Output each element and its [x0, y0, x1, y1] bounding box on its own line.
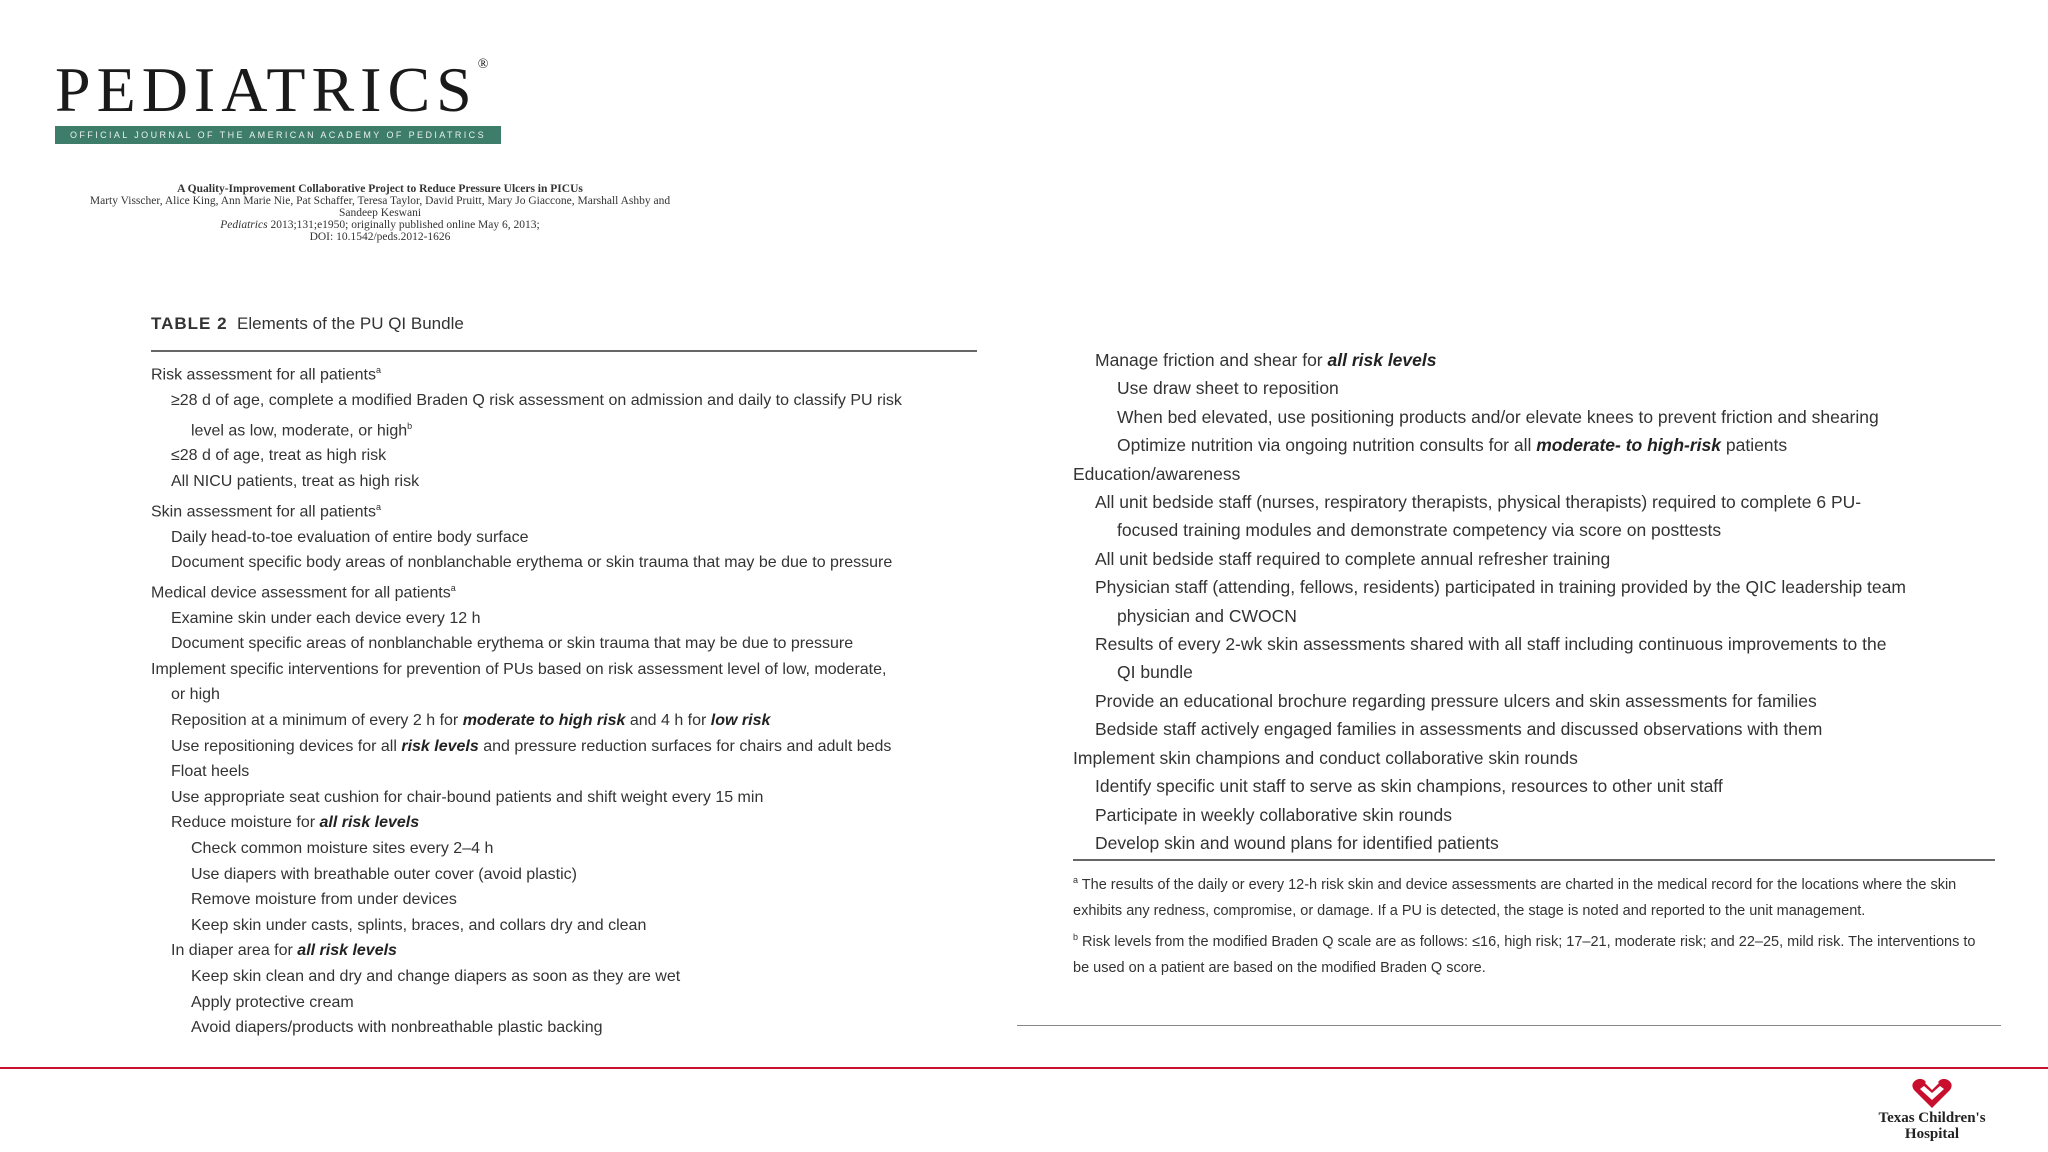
- table-row: [151, 576, 981, 606]
- table-row: [151, 990, 981, 1016]
- row-emphasis: all risk levels: [297, 942, 397, 960]
- tch-name: Texas Children's Hospital: [1878, 1110, 1986, 1142]
- footnote-text: The results of the daily or every 12-h risk skin and device assessments are charted in the medical record for the locations where the skin exhibits any redness, compromise, or damage. If a PU is detected, the stage is noted and reported to the unit management.: [1073, 876, 1957, 919]
- table-footnotes: [1073, 867, 1995, 981]
- footnote: [1073, 924, 1995, 981]
- footnote-rule: [1073, 859, 1995, 861]
- article-title: A Quality-Improvement Collaborative Project to Reduce Pressure Ulcers in PICUs: [177, 183, 583, 195]
- row-emphasis: risk levels: [401, 737, 479, 755]
- row-text: Participate in weekly collaborative skin rounds: [1095, 804, 1452, 825]
- row-text: Use draw sheet to reposition: [1117, 378, 1339, 399]
- table-row: [1073, 545, 2003, 573]
- table-caption-label: TABLE 2: [151, 314, 228, 333]
- tch-logo: [1872, 1072, 1992, 1152]
- footnote-text: Risk levels from the modified Braden Q scale are as follows: ≤16, high risk; 17–21, moderate risk; and 22–25, mild risk. The interventions to be used on a patient are based on the modified Braden Q score.: [1073, 933, 1976, 976]
- table-row: [1073, 516, 2003, 544]
- table-row: [151, 631, 981, 657]
- row-text: When bed elevated, use positioning products and/or elevate knees to prevent friction and shearing: [1117, 406, 1879, 427]
- table-row: [151, 913, 981, 939]
- row-text: or high: [171, 686, 220, 704]
- table-row: [151, 443, 981, 469]
- table-row: [151, 414, 981, 444]
- footnote-marker: b: [407, 420, 413, 431]
- table-left-column: [151, 358, 981, 1041]
- footnote-marker: a: [450, 582, 456, 593]
- row-text: Skin assessment for all patients: [151, 502, 376, 520]
- footnote-marker: b: [1073, 931, 1079, 942]
- row-text: In diaper area for: [171, 942, 298, 960]
- table-bottom-rule: [1017, 1025, 2001, 1026]
- row-emphasis: low risk: [710, 712, 771, 730]
- table-row: [151, 469, 981, 495]
- article-doi: DOI: 10.1542/peds.2012-1626: [309, 231, 451, 243]
- footnote-marker: a: [1073, 875, 1079, 885]
- footnote-marker: a: [375, 365, 381, 375]
- row-text: Develop skin and wound plans for identified patients: [1095, 832, 1499, 853]
- row-text: level as low, moderate, or high: [191, 421, 408, 439]
- row-text: Keep skin under casts, splints, braces, and collars dry and clean: [191, 916, 647, 934]
- table-row: [151, 682, 981, 708]
- row-text: All unit bedside staff (nurses, respiratory therapists, physical therapists) required to complete 6 PU-: [1095, 492, 1862, 513]
- table-row: [151, 887, 981, 913]
- journal-logo-tagline: OFFICIAL JOURNAL OF THE AMERICAN ACADEMY OF PEDIATRICS: [55, 126, 501, 144]
- table-row: [1073, 431, 2003, 459]
- table-row: [151, 759, 981, 785]
- row-text: and 4 h for: [625, 712, 711, 730]
- row-text: Optimize nutrition via ongoing nutrition consults for all: [1117, 435, 1537, 456]
- footer-divider: [0, 1067, 2048, 1069]
- row-text: Manage friction and shear for: [1095, 350, 1328, 370]
- row-text: Use appropriate seat cushion for chair-bound patients and shift weight every 15 min: [171, 788, 764, 806]
- row-text: ≥28 d of age, complete a modified Braden Q risk assessment on admission and daily to classify PU risk: [171, 391, 902, 409]
- row-text: patients: [1721, 435, 1788, 456]
- row-text: Check common moisture sites every 2–4 h: [191, 840, 494, 857]
- table-row: [1073, 772, 2003, 800]
- row-emphasis: all risk levels: [1327, 350, 1437, 370]
- table-row: [1073, 573, 2003, 601]
- row-text: Remove moisture from under devices: [191, 891, 457, 909]
- row-text: Document specific body areas of nonblanchable erythema or skin trauma that may be due to pressure: [171, 554, 893, 572]
- table-row: [151, 836, 981, 862]
- table-row: [151, 358, 981, 388]
- row-text: Daily head-to-toe evaluation of entire body surface: [171, 528, 529, 546]
- table-row: [1073, 403, 2003, 431]
- article-citation: [80, 183, 680, 243]
- table-row: [151, 810, 981, 836]
- table-row: [151, 525, 981, 551]
- article-reference: Pediatrics 2013;131;e1950; originally published online May 6, 2013;: [220, 219, 540, 231]
- table-top-rule: [151, 350, 977, 352]
- row-text: and pressure reduction surfaces for chairs and adult beds: [478, 737, 892, 755]
- journal-logo-wordmark: PEDIATRICS®: [55, 54, 489, 125]
- row-text: Physician staff (attending, fellows, residents) participated in training provided by the QIC leadership team: [1095, 577, 1906, 598]
- row-text: QI bundle: [1117, 662, 1193, 683]
- row-text: Keep skin clean and dry and change diapers as soon as they are wet: [191, 967, 681, 985]
- table-row: [151, 1015, 981, 1041]
- row-text: Results of every 2-wk skin assessments shared with all staff including continuous improvements to the: [1095, 634, 1887, 655]
- table-row: [1073, 488, 2003, 516]
- row-text: Reposition at a minimum of every 2 h for: [171, 712, 463, 730]
- row-text: Float heels: [171, 763, 250, 781]
- table-row: [1073, 374, 2003, 402]
- table-row: [1073, 715, 2003, 743]
- row-text: Examine skin under each device every 12 h: [171, 609, 481, 627]
- row-text: Implement specific interventions for prevention of PUs based on risk assessment level of low, moderate,: [151, 660, 887, 678]
- row-text: physician and CWOCN: [1117, 605, 1297, 626]
- table-row: [151, 550, 981, 576]
- table-caption: [151, 314, 464, 334]
- table-row: [1073, 630, 2003, 658]
- row-text: Bedside staff actively engaged families in assessments and discussed observations with them: [1095, 719, 1823, 740]
- table-row: [151, 862, 981, 888]
- footnote-marker: a: [376, 501, 382, 512]
- table-row: [151, 388, 981, 414]
- table-row: [1073, 602, 2003, 630]
- table-row: [151, 938, 981, 964]
- row-emphasis: moderate- to high-risk: [1536, 435, 1721, 456]
- table-row: [151, 964, 981, 990]
- row-text: All NICU patients, treat as high risk: [171, 473, 420, 491]
- table-row: [1073, 687, 2003, 715]
- tch-heart-icon: [1910, 1072, 1954, 1110]
- table-row: [151, 734, 981, 760]
- row-text: Provide an educational brochure regarding pressure ulcers and skin assessments for families: [1095, 690, 1817, 711]
- row-text: Reduce moisture for: [171, 814, 320, 832]
- table-row: [151, 606, 981, 632]
- table-row: [1073, 829, 2003, 857]
- row-text: Avoid diapers/products with nonbreathable plastic backing: [191, 1019, 603, 1037]
- row-text: focused training modules and demonstrate competency via score on posttests: [1117, 520, 1722, 541]
- table-right-column: [1073, 346, 2003, 857]
- table-row: [151, 495, 981, 525]
- row-text: Document specific areas of nonblanchable erythema or skin trauma that may be due to pressure: [171, 635, 854, 653]
- article-authors: Marty Visscher, Alice King, Ann Marie Nie, Pat Schaffer, Teresa Taylor, David Pruitt, Mary Jo Giaccone, Marshall Ashby and Sandeep Keswani: [89, 195, 671, 219]
- row-text: Use diapers with breathable outer cover (avoid plastic): [191, 865, 577, 883]
- row-text: Identify specific unit staff to serve as skin champions, resources to other unit staff: [1095, 776, 1723, 797]
- table-caption-title: Elements of the PU QI Bundle: [237, 314, 464, 333]
- row-emphasis: all risk levels: [319, 814, 420, 832]
- table-row: [1073, 346, 2003, 374]
- table-row: [151, 657, 981, 683]
- row-text: ≤28 d of age, treat as high risk: [171, 447, 387, 465]
- row-text: Implement skin champions and conduct collaborative skin rounds: [1073, 747, 1578, 768]
- table-row: [1073, 744, 2003, 772]
- footnote: [1073, 867, 1995, 924]
- table-row: [151, 785, 981, 811]
- row-text: Use repositioning devices for all: [171, 737, 402, 755]
- table-row: [1073, 658, 2003, 686]
- table-row: [1073, 460, 2003, 488]
- table-row: [1073, 801, 2003, 829]
- row-text: Medical device assessment for all patients: [151, 584, 451, 602]
- row-text: Risk assessment for all patients: [151, 366, 376, 384]
- table-row: [151, 708, 981, 734]
- row-text: Education/awareness: [1073, 463, 1241, 484]
- row-text: Apply protective cream: [191, 993, 354, 1011]
- row-emphasis: moderate to high risk: [462, 712, 626, 730]
- row-text: All unit bedside staff required to complete annual refresher training: [1095, 548, 1611, 569]
